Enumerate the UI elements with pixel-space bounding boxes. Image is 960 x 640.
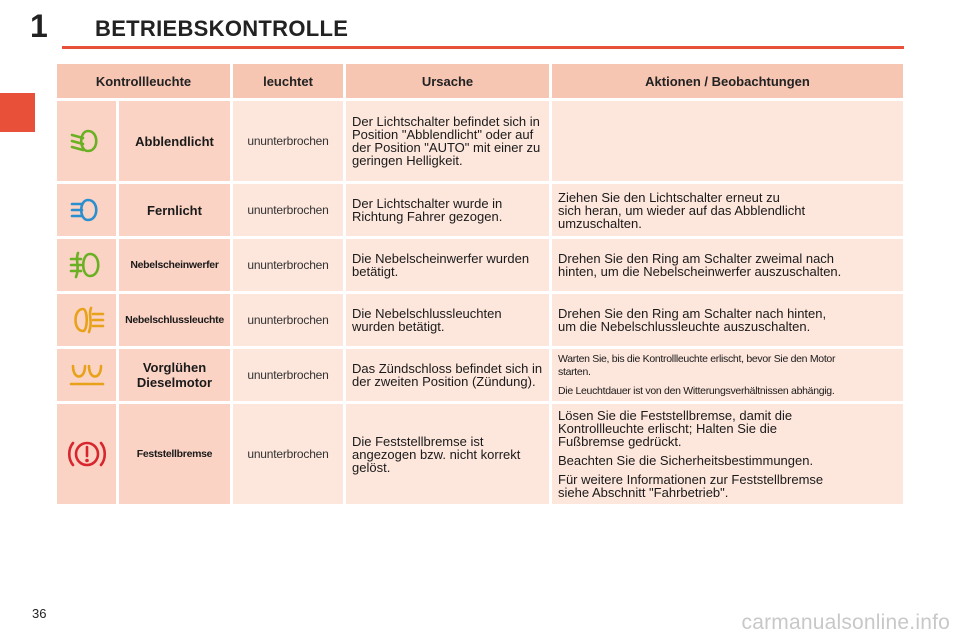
parking-brake-icon	[57, 404, 116, 504]
light-name: Nebelschlussleuchte	[119, 294, 230, 346]
watermark: carmanualsonline.info	[741, 611, 950, 634]
action-line: Die Leuchtdauer ist von den Witterungsverhältnissen abhängig.	[558, 384, 835, 397]
table-row	[57, 404, 903, 504]
cause-text	[346, 404, 549, 504]
action-line: um die Nebelschlussleuchte auszuschalten.	[558, 319, 811, 334]
cause-line: wurden betätigt.	[352, 319, 445, 334]
action-paragraph	[558, 385, 897, 398]
lit-status: ununterbrochen	[233, 404, 343, 504]
table-row	[57, 184, 903, 236]
action-paragraph	[558, 191, 897, 230]
cause-line: Der Lichtschalter	[352, 114, 450, 129]
action-text	[552, 349, 903, 401]
cause-line: Der Lichtschalter wurde in	[352, 196, 503, 211]
light-name: Feststellbremse	[119, 404, 230, 504]
action-line: Kontrollleuchte erlischt; Halten Sie die	[558, 421, 777, 436]
cause-text	[346, 349, 549, 401]
action-line: Warten Sie, bis die Kontrollleuchte erlischt, bevor Sie den Motor	[558, 352, 836, 365]
action-paragraph	[558, 353, 897, 379]
cause-line: angezogen bzw. nicht	[352, 446, 478, 462]
lit-status: ununterbrochen	[233, 239, 343, 291]
table-row	[57, 101, 903, 181]
action-line: siehe Abschnitt "Fahrbetrieb".	[558, 485, 729, 500]
light-name	[119, 349, 230, 401]
column-header-leuchtet: leuchtet	[233, 64, 343, 98]
glow-plug-icon	[57, 349, 116, 401]
action-line: Drehen Sie den Ring am Schalter nach hinten,	[558, 306, 827, 321]
cause-line: korrekt gelöst.	[352, 446, 521, 475]
action-paragraph	[558, 409, 897, 448]
lit-status: ununterbrochen	[233, 349, 343, 401]
action-text	[552, 184, 903, 236]
lit-status: ununterbrochen	[233, 294, 343, 346]
action-line: Beachten Sie die Sicherheitsbestimmungen.	[558, 453, 814, 468]
cause-line: Die Feststellbremse ist	[352, 433, 484, 449]
cause-line: zu geringen Helligkeit.	[352, 140, 541, 168]
column-header-ursache: Ursache	[346, 64, 549, 98]
table-row	[57, 239, 903, 291]
cause-line: "Abblendlicht" oder auf der	[352, 127, 534, 155]
page-title: BETRIEBSKONTROLLE	[95, 16, 349, 41]
action-text	[552, 101, 903, 181]
action-text	[552, 404, 903, 504]
light-name: Fernlicht	[119, 184, 230, 236]
cause-line: sich in der zweiten Position	[352, 361, 543, 389]
cause-text	[346, 101, 549, 181]
action-line: starten.	[558, 365, 591, 378]
action-paragraph	[558, 473, 897, 499]
light-name: Abblendlicht	[119, 101, 230, 181]
action-line: sich heran, um wieder auf das Abblendlicht	[558, 202, 806, 218]
table-header-row	[57, 64, 903, 98]
low-beam-icon	[57, 101, 116, 181]
action-line: Lösen Sie die Feststellbremse, damit die	[558, 408, 793, 423]
action-paragraph	[558, 454, 897, 467]
light-name-line: Dieselmotor	[136, 375, 213, 390]
action-line: Fußbremse gedrückt.	[558, 434, 682, 449]
cause-text	[346, 184, 549, 236]
table-row	[57, 349, 903, 401]
action-line: hinten, um die Nebelscheinwerfer auszuschalten.	[558, 264, 842, 279]
high-beam-icon	[57, 184, 116, 236]
cause-text	[346, 294, 549, 346]
lit-status: ununterbrochen	[233, 101, 343, 181]
action-paragraph	[558, 252, 897, 278]
column-header-aktionen: Aktionen / Beobachtungen	[552, 64, 903, 98]
lit-status: ununterbrochen	[233, 184, 343, 236]
cause-line: Die Nebelscheinwerfer	[352, 251, 483, 266]
light-name: Nebelscheinwerfer	[119, 239, 230, 291]
cause-line: befindet sich in Position	[352, 114, 540, 142]
cause-line: Die Nebelschlussleuchten	[352, 306, 502, 321]
light-name-line: Vorglühen	[142, 360, 207, 375]
action-line: Drehen Sie den Ring am Schalter zweimal nach	[558, 251, 835, 266]
cause-line: wurden betätigt.	[352, 251, 530, 279]
chapter-number: 1	[30, 8, 48, 44]
action-line: umzuschalten.	[558, 215, 642, 231]
action-text	[552, 294, 903, 346]
cause-line: Richtung Fahrer gezogen.	[352, 209, 503, 224]
cause-text	[346, 239, 549, 291]
cause-line: Position "AUTO" mit einer	[374, 140, 523, 155]
front-fog-light-icon	[57, 239, 116, 291]
action-text	[552, 239, 903, 291]
action-line: Ziehen Sie den Lichtschalter erneut zu	[558, 189, 780, 205]
chapter-tab	[0, 93, 35, 132]
warning-lights-table	[54, 61, 906, 507]
column-header-kontrollleuchte: Kontrollleuchte	[57, 64, 230, 98]
action-line: Für weitere Informationen zur Feststellbremse	[558, 472, 824, 487]
cause-line: Das Zündschloss befindet	[352, 361, 502, 376]
cause-line: (Zündung).	[471, 374, 536, 389]
title-divider	[62, 46, 904, 49]
rear-fog-light-icon	[57, 294, 116, 346]
page-number: 36	[32, 606, 47, 621]
table-row	[57, 294, 903, 346]
action-paragraph	[558, 307, 897, 333]
